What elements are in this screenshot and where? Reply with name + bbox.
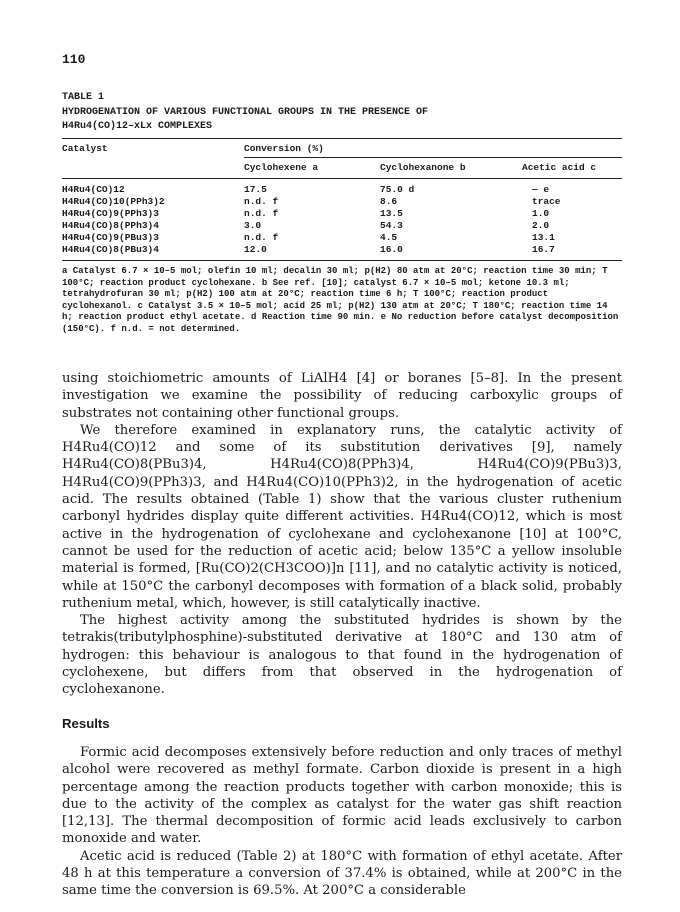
table-label: TABLE 1 xyxy=(62,92,105,103)
table-title-line-2: H4Ru4(CO)12–xLx COMPLEXES xyxy=(62,121,213,132)
cell-cyclohexene: n.d. f xyxy=(244,232,279,243)
cell-cyclohexene: n.d. f xyxy=(244,208,279,219)
cell-acetic: — e xyxy=(532,184,550,195)
table-top-rule xyxy=(62,138,622,139)
header-bottom-rule xyxy=(62,178,622,179)
cell-cyclohexene: 3.0 xyxy=(244,220,262,231)
paragraph: using stoichiometric amounts of LiAlH4 [4] or boranes [5–8]. In the present investigation we examine the possibility of reducing carboxylic groups of substrates not containing other functional groups. xyxy=(62,371,622,421)
header-acetic-acid: Acetic acid c xyxy=(522,162,597,173)
table-title xyxy=(62,106,602,134)
paragraph: Acetic acid is reduced (Table 2) at 180°C with formation of ethyl acetate. After 48 h at this temperature a conversion of 37.4% is obtained, while at 200°C in the same time the conversion is 69.5%. At 200°C a considerable xyxy=(62,848,622,899)
cell-cyclohexanone: 54.3 xyxy=(380,220,403,231)
paragraph: The highest activity among the substituted hydrides is shown by the tetrakis(tributylphosphine)-substituted derivative at 180°C and 130 atm of hydrogen: this behaviour is analogous to that found in the hydrogenation of cyclohexene, but differs from that observed in the hydrogenation of cyclohexanone. xyxy=(62,613,622,698)
body-text xyxy=(62,370,622,900)
cell-cyclohexanone: 75.0 d xyxy=(380,184,415,195)
header-cyclohexene: Cyclohexene a xyxy=(244,162,319,173)
cell-cyclohexene: 12.0 xyxy=(244,244,267,255)
table-bottom-rule xyxy=(62,260,622,261)
cell-catalyst: H4Ru4(CO)9(PPh3)3 xyxy=(62,208,159,219)
cell-cyclohexene: n.d. f xyxy=(244,196,279,207)
cell-acetic: 2.0 xyxy=(532,220,550,231)
section-heading: Results xyxy=(62,715,110,731)
cell-acetic: 13.1 xyxy=(532,232,555,243)
cell-cyclohexanone: 8.6 xyxy=(380,196,398,207)
cell-catalyst: H4Ru4(CO)8(PPh3)4 xyxy=(62,220,159,231)
cell-acetic: 16.7 xyxy=(532,244,555,255)
cell-catalyst: H4Ru4(CO)12 xyxy=(62,184,125,195)
page-number: 110 xyxy=(62,52,86,67)
cell-cyclohexanone: 4.5 xyxy=(380,232,398,243)
table-title-line-1: HYDROGENATION OF VARIOUS FUNCTIONAL GROUPS IN THE PRESENCE OF xyxy=(62,107,429,118)
conversion-rule xyxy=(244,157,622,158)
header-conversion: Conversion (%) xyxy=(244,143,324,154)
cell-acetic: trace xyxy=(532,196,561,207)
header-catalyst: Catalyst xyxy=(62,143,108,154)
paragraph: We therefore examined in explanatory runs, the catalytic activity of H4Ru4(CO)12 and some of its substitution derivatives [9], namely H4Ru4(CO)8(PBu3)4, H4Ru4(CO)8(PPh3)4, H4Ru4(CO)9(PBu3)3, H4Ru4(CO)9(PPh3)3, and H4Ru4(CO)10(PPh3)2, in the hydrogenation of acetic acid. The results obtained (Table 1) show that the various cluster ruthenium carbonyl hydrides display quite different activities. H4Ru4(CO)12, which is most active in the hydrogenation of cyclohexane and cyclohexanone [10] at 100°C, cannot be used for the reduction of acetic acid; below 135°C a yellow insoluble material is formed, [Ru(CO)2(CH3COO)]n [11], and no catalytic activity is noticed, while at 150°C the carbonyl decomposes with formation of a black solid, probably ruthenium metal, which, however, is still catalytically inactive. xyxy=(62,422,622,611)
cell-acetic: 1.0 xyxy=(532,208,550,219)
cell-catalyst: H4Ru4(CO)10(PPh3)2 xyxy=(62,196,165,207)
cell-cyclohexanone: 16.0 xyxy=(380,244,403,255)
header-cyclohexanone: Cyclohexanone b xyxy=(380,162,466,173)
cell-cyclohexanone: 13.5 xyxy=(380,208,403,219)
cell-cyclohexene: 17.5 xyxy=(244,184,267,195)
cell-catalyst: H4Ru4(CO)8(PBu3)4 xyxy=(62,244,159,255)
cell-catalyst: H4Ru4(CO)9(PBu3)3 xyxy=(62,232,159,243)
table-footnote: a Catalyst 6.7 × 10–5 mol; olefin 10 ml; decalin 30 ml; p(H2) 80 atm at 20°C; reaction time 30 min; T 100°C; reaction product cyclohexane. b See ref. [10]; catalyst 6.7 × 10–5 mol; ketone 10.3 ml; tetrahydrofuran 30 ml; p(H2) 100 atm at 20°C; reaction time 6 h; T 100°C; reaction product cyclohexanol. c Catalyst 3.5 × 10–5 mol; acid 25 ml; p(H2) 130 atm at 20°C; T 180°C; reaction time 14 h; reaction product ethyl acetate. d Reaction time 90 min. e No reduction before catalyst decomposition (150°C). f n.d. = not determined. xyxy=(62,266,619,334)
paragraph: Formic acid decomposes extensively before reduction and only traces of methyl alcohol were recovered as methyl formate. Carbon dioxide is present in a high percentage among the reaction products together with carbon monoxide; this is due to the activity of the complex as catalyst for the water gas shift reaction [12,13]. The thermal decomposition of formic acid leads exclusively to carbon monoxide and water. xyxy=(62,744,622,847)
